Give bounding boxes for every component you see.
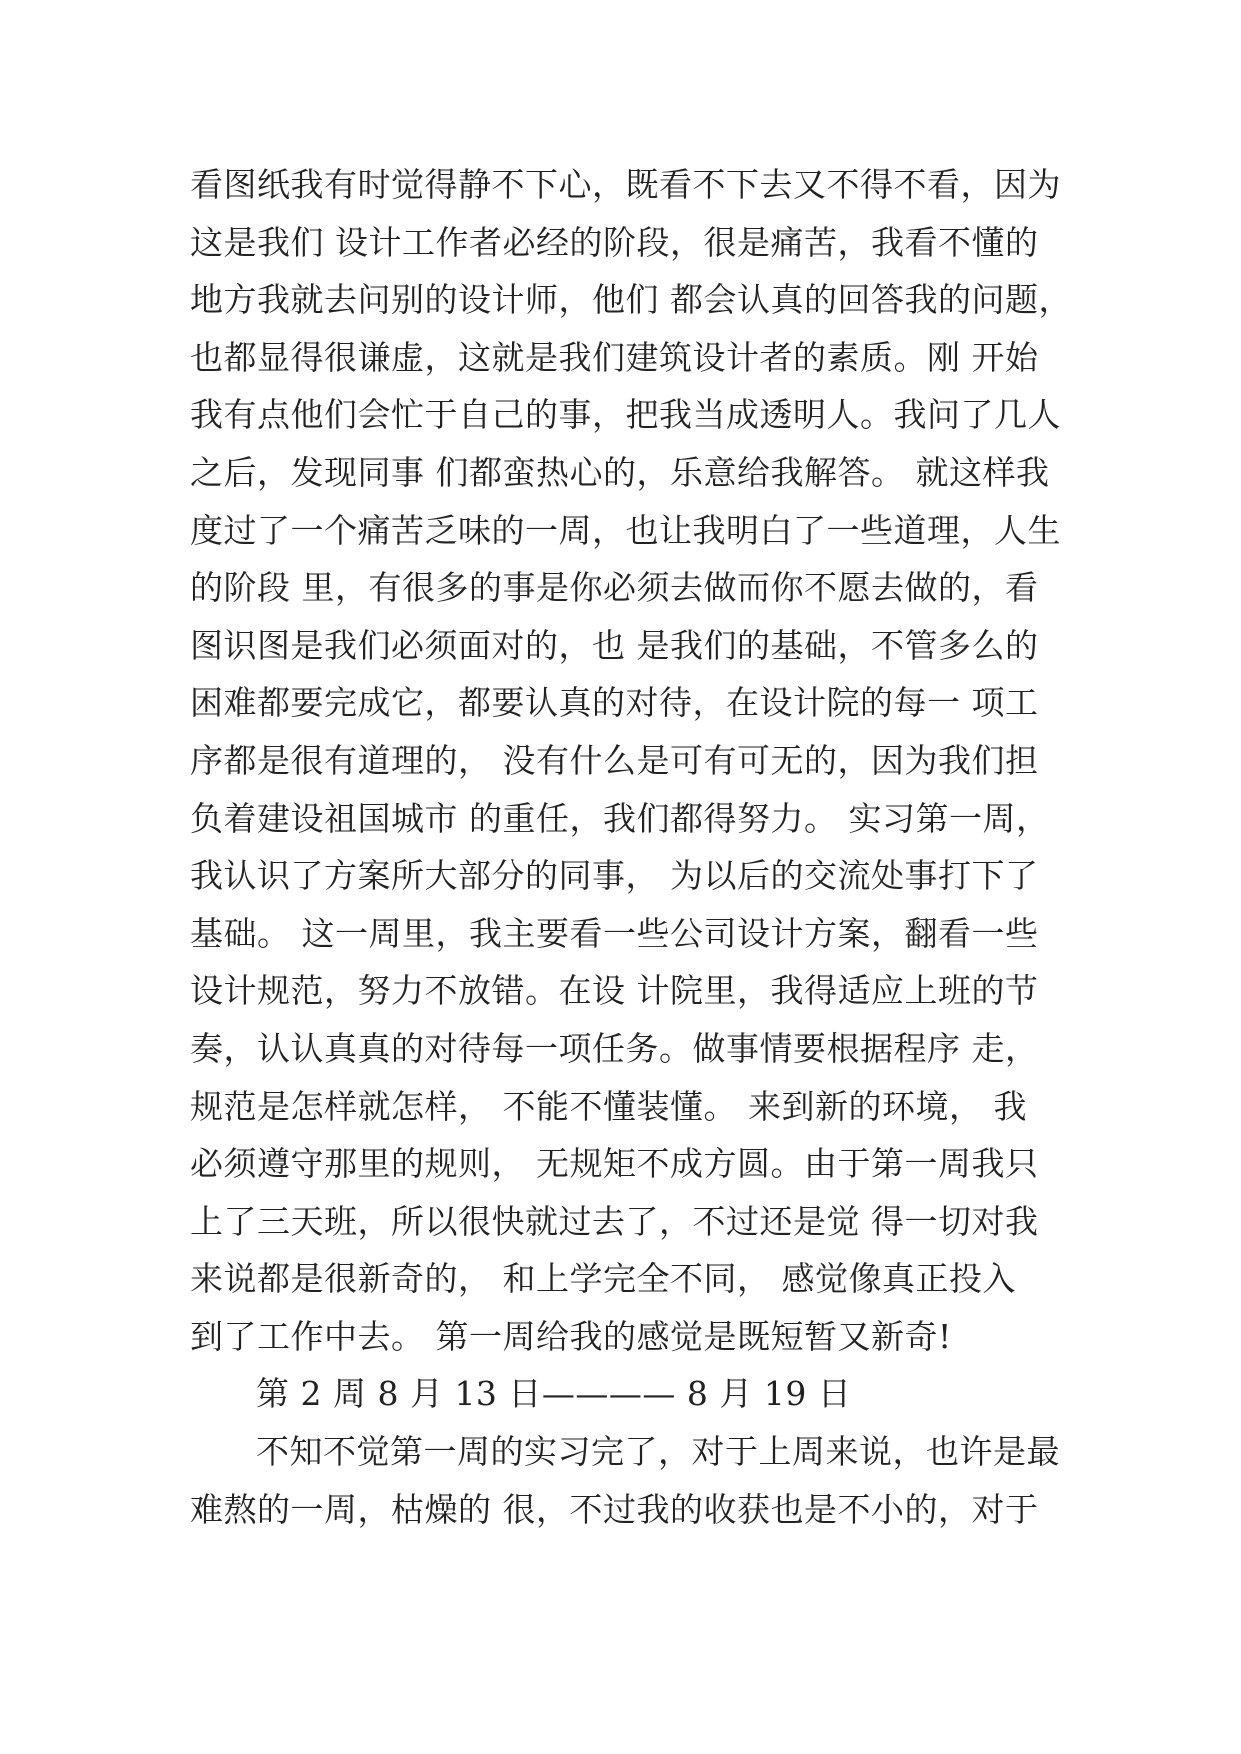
body-line-8: 的阶段 里，有很多的事是你必须去做而你不愿去做的，看	[190, 568, 1039, 608]
body-line-18: 必须遵守那里的规则， 无规矩不成方圆。由于第一周我只	[190, 1144, 1039, 1184]
body-line-5: 我有点他们会忙于自己的事，把我当成透明人。我问了几人	[190, 395, 1061, 435]
body-line-17: 规范是怎样就怎样， 不能不懂装懂。 来到新的环境， 我	[190, 1086, 1027, 1126]
body-line-16: 奏，认认真真的对待每一项任务。做事情要根据程序 走，	[190, 1028, 1039, 1068]
body-line-14: 基础。 这一周里，我主要看一些公司设计方案，翻看一些	[190, 913, 1039, 953]
paragraph2-line-1: 不知不觉第一周的实习完了，对于上周来说，也许是最	[256, 1432, 1060, 1472]
body-line-20: 来说都是很新奇的， 和上学完全不同， 感觉像真正投入	[190, 1259, 1016, 1299]
body-line-10: 困难都要完成它，都要认真的对待，在设计院的每一 项工	[190, 683, 1039, 723]
body-line-4: 也都显得很谦虚，这就是我们建筑设计者的素质。刚 开始	[190, 337, 1039, 377]
body-line-3: 地方我就去问别的设计师，他们 都会认真的回答我的问题，	[190, 280, 1072, 320]
body-line-2: 这是我们 设计工作者必经的阶段，很是痛苦，我看不懂的	[190, 222, 1039, 262]
paragraph2-line-2: 难熬的一周，枯燥的 很，不过我的收获也是不小的，对于	[190, 1489, 1039, 1529]
body-line-9: 图识图是我们必须面对的，也 是我们的基础，不管多么的	[190, 625, 1039, 665]
body-line-21: 到了工作中去。 第一周给我的感觉是既短暂又新奇!	[190, 1316, 952, 1356]
body-line-12: 负着建设祖国城市 的重任，我们都得努力。 实习第一周，	[190, 798, 1050, 838]
body-line-7: 度过了一个痛苦乏味的一周，也让我明白了一些道理，人生	[190, 510, 1061, 550]
body-line-6: 之后，发现同事 们都蛮热心的，乐意给我解答。 就这样我	[190, 452, 1050, 492]
body-line-15: 设计规范，努力不放错。在设 计院里，我得适应上班的节	[190, 971, 1039, 1011]
body-line-1: 看图纸我有时觉得静不下心，既看不下去又不得不看，因为	[190, 165, 1061, 204]
document-body	[190, 156, 1090, 1538]
body-line-13: 我认识了方案所大部分的同事， 为以后的交流处事打下了	[190, 856, 1039, 896]
week-heading: 第 2 周 8 月 13 日———— 8 月 19 日	[256, 1374, 852, 1414]
body-line-19: 上了三天班，所以很快就过去了，不过还是觉 得一切对我	[190, 1201, 1039, 1241]
body-line-11: 序都是很有道理的， 没有什么是可有可无的，因为我们担	[190, 740, 1039, 780]
